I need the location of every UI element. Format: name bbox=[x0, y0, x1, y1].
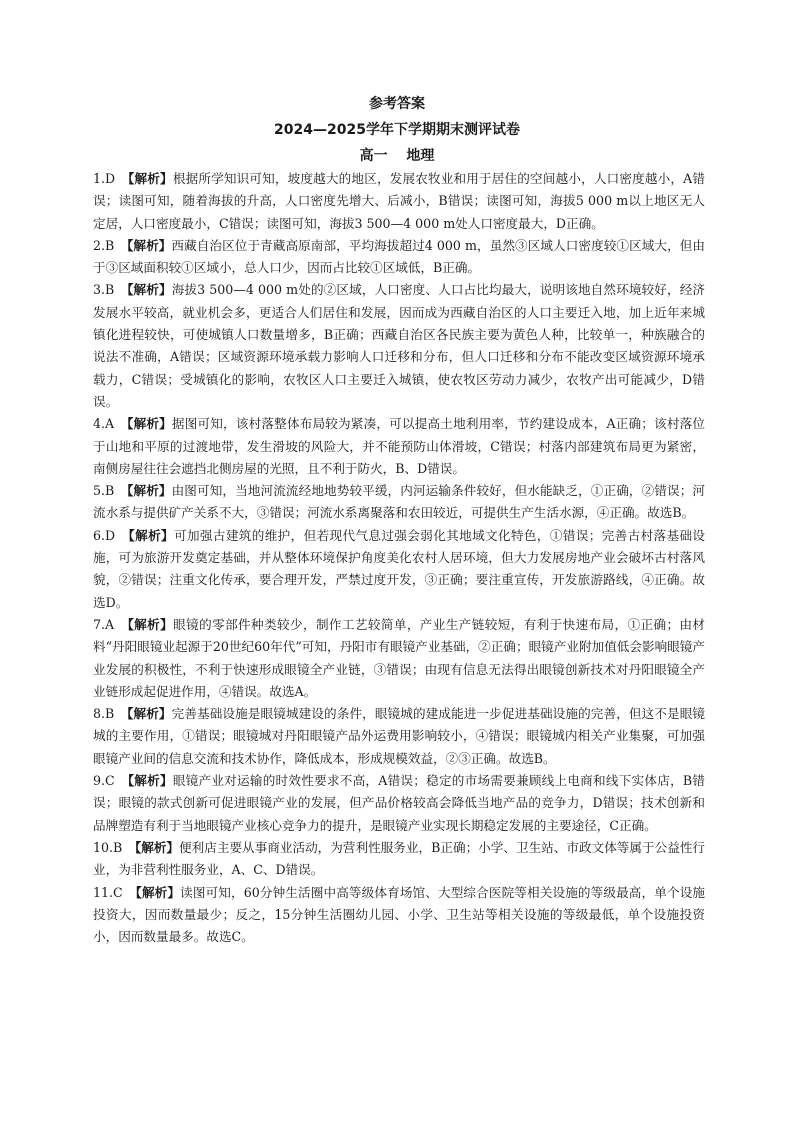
answer-key-label: 参考答案 bbox=[369, 96, 425, 112]
analysis-text: 完善基础设施是眼镜城建设的条件，眼镜城的建成能进一步促进基础设施的完善，但这不是眼镜城的主要作用，①错误；眼镜城对丹阳眼镜产品外运费用影响较小，④错误；眼镜城内相关产业集聚，可加强眼镜产业间的信息交流和技术协作，降低成本，形成规模效益，②③正确。故选B。 bbox=[93, 706, 706, 766]
analysis-text: 海拔3 500—4 000 m处的②区域，人口密度、人口占比均最大，说明该地自然环境较好，经济发展水平较高，就业机会多，更适合人们居住和发展，因而成为西藏自治区的人口主要迁入地，加上近年来城镇化进程较快，可使城镇人口数量增多，B正确；西藏自治区各民族主要为黄色人种，比较单一，种族融合的说法不准确，A错误；区域资源环境承载力影响人口迁移和分布，但人口迁移和分布不能改变区域资源环境承载力，C错误；受城镇化的影响，农牧区人口主要迁入城镇，使农牧区劳动力减少，农牧产出可能减少，D错误。 bbox=[93, 282, 705, 409]
analysis-tag: 【解析】 bbox=[128, 171, 173, 186]
analysis-text: 西藏自治区位于青藏高原南部，平均海拔超过4 000 m，虽然③区域人口密度较①区域大，但由于③区域面积较①区域小，总人口少，因而占比较①区域低，B正确。 bbox=[93, 237, 706, 276]
answer-item bbox=[93, 837, 705, 882]
exam-title: 2024—2025学年下学期期末测评试卷 bbox=[274, 122, 520, 138]
analysis-tag: 【解析】 bbox=[127, 773, 173, 789]
question-number: 2.B bbox=[93, 237, 115, 253]
analysis-text: 由图可知，当地河流流经地地势较平缓，内河运输条件较好，但水能缺乏，①正确，②错误；河流水系与提供矿产关系不大，③错误；河流水系离聚落和农田较近，可提供生产生活水源，④正确。故选B。 bbox=[93, 483, 706, 521]
subject-title: 高一 地理 bbox=[359, 148, 435, 164]
answer-item bbox=[93, 235, 705, 280]
question-number: 3.B bbox=[93, 282, 115, 298]
question-number: 11.C bbox=[93, 884, 123, 900]
question-number: 4.A bbox=[93, 416, 115, 432]
answer-item bbox=[93, 480, 705, 525]
analysis-tag: 【解析】 bbox=[127, 706, 172, 722]
analysis-text: 据图可知，该村落整体布局较为紧凑，可以提高土地利用率，节约建设成本，A正确；该村落位于山地和平原的过渡地带，发生滑坡的风险大，并不能预防山体滑坡，C错误；村落内部建筑布局更为紧密，南侧房屋往往会遮挡北侧房屋的光照，且不利于防火，B、D错误。 bbox=[93, 416, 705, 476]
question-number: 1.D bbox=[93, 171, 116, 186]
answer-item bbox=[93, 614, 705, 703]
answer-list bbox=[93, 168, 705, 948]
question-number: 7.A bbox=[93, 616, 115, 632]
question-number: 8.B bbox=[93, 706, 115, 722]
analysis-tag: 【解析】 bbox=[127, 483, 172, 499]
analysis-text: 眼镜的零部件种类较少，制作工艺较简单，产业生产链较短，有利于快速布局，①正确；由材料“丹阳眼镜业起源于20世纪60年代”可知，丹阳市有眼镜产业基础，②正确；眼镜产业附加值低会影响眼镜产业发展的积极性，不利于快速形成眼镜全产业链，③错误；由现有信息无法得出眼镜创新技术对丹阳眼镜全产业链形成起促进作用，④错误。故选A。 bbox=[93, 616, 706, 699]
analysis-text: 可加强古建筑的维护，但若现代气息过强会弱化其地域文化特色，①错误；完善古村落基础设施，可为旅游开发奠定基础，并从整体环境保护角度美化农村人居环境，但大力发展房地产业会破坏古村落风貌，②错误；注重文化传承，要合理开发，严禁过度开发，③正确；要注重宣传，开发旅游路线，④正确。故选D。 bbox=[93, 527, 706, 610]
question-number: 6.D bbox=[93, 527, 116, 543]
answer-item bbox=[93, 525, 705, 614]
answer-item bbox=[93, 168, 705, 235]
question-number: 10.B bbox=[93, 839, 123, 855]
analysis-tag: 【解析】 bbox=[135, 884, 181, 900]
answer-item bbox=[93, 703, 705, 770]
analysis-tag: 【解析】 bbox=[127, 416, 172, 432]
analysis-tag: 【解析】 bbox=[128, 527, 174, 543]
analysis-text: 便利店主要从事商业活动，为营利性服务业，B正确；小学、卫生站、市政文体等属于公益性行业，为非营利性服务业，A、C、D错误。 bbox=[93, 839, 706, 878]
question-number: 9.C bbox=[93, 773, 115, 789]
analysis-text: 眼镜产业对运输的时效性要求不高，A错误；稳定的市场需要兼顾线上电商和线下实体店，B错误；眼镜的款式创新可促进眼镜产业的发展，但产品价格较高会降低当地产品的竞争力，D错误；技术创新和品牌塑造有利于当地眼镜产业核心竞争力的提升，是眼镜产业实现长期稳定发展的主要途径，C正确。 bbox=[93, 773, 705, 833]
analysis-tag: 【解析】 bbox=[127, 616, 174, 632]
analysis-text: 根据所学知识可知，坡度越大的地区，发展农牧业和用于居住的空间越小，人口密度越小，A错误；读图可知，随着海拔的升高，人口密度先增大、后减小，B错误；读图可知，海拔5 000 m以上地区无人定居，人口密度最小，C错误；读图可知，海拔3 500—4 000 m处人口密度最大，D正确。 bbox=[93, 171, 706, 231]
answer-item bbox=[93, 279, 705, 413]
answer-item bbox=[93, 413, 705, 480]
answer-item bbox=[93, 770, 705, 837]
analysis-tag: 【解析】 bbox=[134, 839, 180, 855]
question-number: 5.B bbox=[93, 483, 115, 499]
answer-item bbox=[93, 882, 705, 949]
analysis-tag: 【解析】 bbox=[127, 282, 172, 298]
analysis-tag: 【解析】 bbox=[127, 237, 172, 253]
analysis-text: 读图可知，60分钟生活圈中高等级体育场馆、大型综合医院等相关设施的等级最高，单个设施投资大，因而数量最少；反之，15分钟生活圈幼儿园、小学、卫生站等相关设施的等级最低，单个设施投资小，因而数量最多。故选C。 bbox=[93, 884, 706, 945]
